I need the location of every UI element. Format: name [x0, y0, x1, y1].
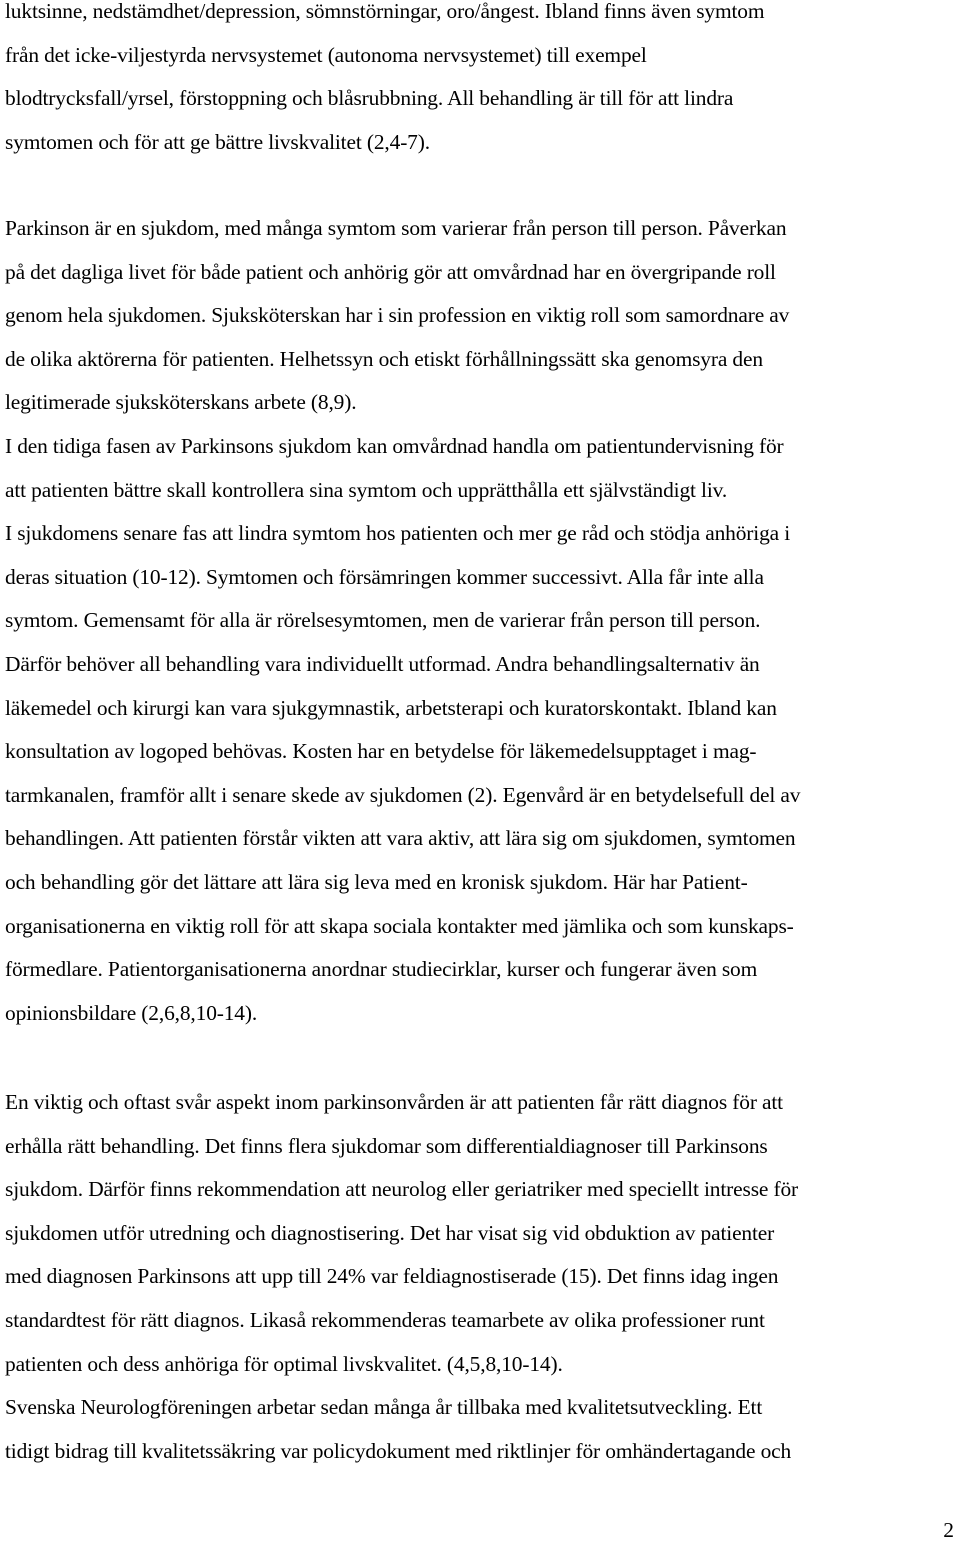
text-line: luktsinne, nedstämdhet/depression, sömnstörningar, oro/ångest. Ibland finns även symtom: [5, 0, 765, 23]
text-line: deras situation (10-12). Symtomen och försämringen kommer successivt. Alla får inte alla: [5, 564, 764, 589]
text-line: läkemedel och kirurgi kan vara sjukgymnastik, arbetsterapi och kuratorskontakt. Ibland kan: [5, 695, 777, 720]
text-line: konsultation av logoped behövas. Kosten har en betydelse för läkemedelsupptaget i mag-: [5, 739, 757, 764]
text-line: organisationerna en viktig roll för att skapa sociala kontakter med jämlika och som kunskaps-: [5, 913, 794, 938]
text-line: Svenska Neurologföreningen arbetar sedan många år tillbaka med kvalitetsutveckling. Ett: [5, 1395, 763, 1420]
text-line: Därför behöver all behandling vara individuellt utformad. Andra behandlingsalternativ än: [5, 651, 760, 676]
text-line: I den tidiga fasen av Parkinsons sjukdom kan omvårdnad handla om patientundervisning för: [5, 433, 784, 458]
text-line: erhålla rätt behandling. Det finns flera sjukdomar som differentialdiagnoser till Parkinsons: [5, 1133, 768, 1158]
text-line: tidigt bidrag till kvalitetssäkring var policydokument med riktlinjer för omhändertagande och: [5, 1438, 792, 1463]
text-line: tarmkanalen, framför allt i senare skede av sjukdomen (2). Egenvård är en betydelsefull del av: [5, 782, 801, 807]
text-line: standardtest för rätt diagnos. Likaså rekommenderas teamarbete av olika professioner runt: [5, 1307, 765, 1332]
paragraph-symptoms: [5, 0, 960, 164]
text-line: de olika aktörerna för patienten. Helhetssyn och etiskt förhållningssätt ska genomsyra den: [5, 346, 763, 371]
text-line: legitimerade sjuksköterskans arbete (8,9).: [5, 390, 357, 415]
text-line: från det icke-viljestyrda nervsystemet (autonoma nervsystemet) till exempel: [5, 42, 647, 67]
text-line: En viktig och oftast svår aspekt inom parkinsonvården är att patienten får rätt diagnos för att: [5, 1090, 784, 1114]
text-line: behandlingen. Att patienten förstår vikten att vara aktiv, att lära sig om sjukdomen, symtomen: [5, 826, 796, 851]
text-line: genom hela sjukdomen. Sjuksköterskan har i sin profession en viktig roll som samordnare av: [5, 303, 790, 328]
text-line: opinionsbildare (2,6,8,10-14).: [5, 1000, 258, 1025]
text-line: och behandling gör det lättare att lära sig leva med en kronisk sjukdom. Här har Patient-: [5, 869, 748, 894]
text-line: sjukdom. Därför finns rekommendation att neurolog eller geriatriker med speciellt intresse för: [5, 1177, 799, 1202]
page-number: 2: [943, 1518, 954, 1542]
text-line: patienten och dess anhöriga för optimal livskvalitet. (4,5,8,10-14).: [5, 1351, 563, 1376]
text-line: symtomen och för att ge bättre livskvalitet (2,4-7).: [5, 129, 430, 154]
text-line: blodtrycksfall/yrsel, förstoppning och blåsrubbning. All behandling är till för att lindra: [5, 86, 734, 111]
paragraph-nursing-care: [5, 207, 960, 1035]
text-line: Parkinson är en sjukdom, med många symtom som varierar från person till person. Påverkan: [5, 216, 787, 240]
text-line: med diagnosen Parkinsons att upp till 24% var feldiagnostiserade (15). Det finns idag ingen: [5, 1264, 779, 1289]
text-line: att patienten bättre skall kontrollera sina symtom och upprätthålla ett självständigt liv.: [5, 477, 728, 502]
text-line: på det dagliga livet för både patient och anhörig gör att omvårdnad har en övergripande roll: [5, 259, 776, 284]
text-line: sjukdomen utför utredning och diagnostisering. Det har visat sig vid obduktion av patienter: [5, 1220, 775, 1245]
paragraph-diagnosis: [5, 1081, 960, 1473]
text-line: symtom. Gemensamt för alla är rörelsesymtomen, men de varierar från person till person.: [5, 608, 761, 633]
text-line: I sjukdomens senare fas att lindra symtom hos patienten och mer ge råd och stödja anhöriga i: [5, 521, 791, 546]
text-line: förmedlare. Patientorganisationerna anordnar studiecirklar, kurser och fungerar även som: [5, 957, 758, 982]
